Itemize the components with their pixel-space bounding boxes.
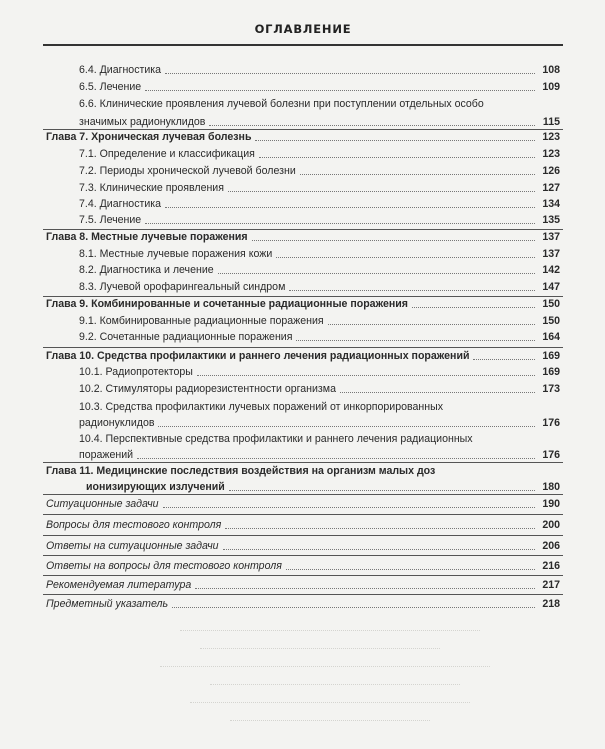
dot-leader (163, 507, 535, 508)
toc-entry-text: 9.1. Комбинированные радиационные поражения (79, 315, 324, 327)
dot-leader (296, 340, 535, 341)
section-divider (43, 514, 563, 515)
dot-leader (197, 375, 535, 376)
section-divider (43, 575, 563, 576)
toc-entry-text: Ситуационные задачи (46, 498, 159, 510)
dot-leader (340, 392, 535, 393)
show-through-line (200, 648, 440, 649)
toc-entry-text-line1: 10.3. Средства профилактики лучевых поражений от инкорпорированных (79, 401, 444, 413)
toc-page-number: 134 (542, 198, 560, 210)
toc-entry-text: значимых радионуклидов (79, 116, 206, 128)
toc-page-number: 142 (542, 264, 560, 276)
toc-entry-7-1[interactable] (79, 147, 560, 161)
toc-page-number: 200 (542, 519, 560, 531)
dot-leader (252, 240, 535, 241)
dot-leader (137, 458, 535, 459)
toc-entry-7-5[interactable] (79, 213, 560, 227)
section-divider (43, 555, 563, 556)
chapter-label: Глава 7. (46, 131, 89, 143)
chapter-title: Средства профилактики и раннего лечения радиационных поражений (97, 350, 470, 362)
toc-page-number: 176 (542, 449, 560, 461)
dot-leader (276, 257, 535, 258)
toc-page-number: 150 (542, 298, 560, 310)
dot-leader (195, 588, 535, 589)
dot-leader (225, 528, 535, 529)
toc-page-number: 147 (542, 281, 560, 293)
toc-entry-text: 10.1. Радиопротекторы (79, 366, 193, 378)
dot-leader (473, 359, 535, 360)
toc-chapter-10[interactable] (46, 349, 560, 363)
toc-entry-text: 6.5. Лечение (79, 81, 142, 93)
toc-entry-text: 8.2. Диагностика и лечение (79, 264, 214, 276)
show-through-line (230, 720, 430, 721)
section-divider (43, 535, 563, 536)
toc-page-number: 150 (542, 315, 560, 327)
toc-entry-text-line1: 10.4. Перспективные средства профилактики и раннего лечения радиационных (79, 433, 473, 445)
toc-entry-text: 10.2. Стимуляторы радиорезистентности организма (79, 383, 336, 395)
toc-entry-text: 7.1. Определение и классификация (79, 148, 255, 160)
toc-page-number: 137 (542, 231, 560, 243)
toc-page-number: 127 (542, 182, 560, 194)
toc-entry-text-line1: 6.6. Клинические проявления лучевой болезни при поступлении отдельных особо (79, 98, 484, 110)
toc-page-number: 216 (542, 560, 560, 572)
toc-entry-7-3[interactable] (79, 181, 560, 195)
toc-page-number: 123 (542, 148, 560, 160)
dot-leader (328, 324, 535, 325)
toc-entry-text: поражений (79, 449, 134, 461)
dot-leader (255, 140, 535, 141)
toc-page-number: 218 (542, 598, 560, 610)
dot-leader (145, 223, 535, 224)
toc-entry-8-2[interactable] (79, 263, 560, 277)
chapter-title: Хроническая лучевая болезнь (91, 131, 252, 143)
chapter-label: Глава 11. (46, 465, 94, 477)
toc-entry-10-1[interactable] (79, 365, 560, 379)
toc-page-number: 176 (542, 417, 560, 429)
toc-entry-7-2[interactable] (79, 164, 560, 178)
toc-entry-6-4[interactable] (79, 63, 560, 77)
show-through-line (210, 684, 460, 685)
chapter-title: Местные лучевые поражения (91, 231, 248, 243)
toc-entry-text: Ответы на ситуационные задачи (46, 540, 219, 552)
dot-leader (289, 290, 535, 291)
toc-page-number: 115 (542, 116, 560, 128)
dot-leader (165, 207, 535, 208)
dot-leader (412, 307, 535, 308)
toc-page-number: 169 (542, 350, 560, 362)
dot-leader (223, 549, 535, 550)
toc-page-number: 137 (542, 248, 560, 260)
toc-page-number: 126 (542, 165, 560, 177)
chapter-title-line1: Медицинские последствия воздействия на организм малых доз (96, 465, 436, 477)
toc-entry-10-2[interactable] (79, 382, 560, 396)
toc-page-number: 169 (542, 366, 560, 378)
chapter-title-line2: ионизирующих излучений (86, 481, 225, 493)
dot-leader (218, 273, 535, 274)
toc-entry-9-1[interactable] (79, 314, 560, 328)
show-through-line (180, 630, 480, 631)
toc-entry-10-4[interactable] (79, 432, 560, 462)
dot-leader (145, 90, 535, 91)
dot-leader (286, 569, 535, 570)
toc-entry-test-questions[interactable] (46, 518, 560, 532)
toc-entry-6-6[interactable] (79, 97, 560, 129)
toc-entry-situational-tasks[interactable] (46, 497, 560, 511)
dot-leader (209, 125, 535, 126)
toc-entry-subject-index[interactable] (46, 597, 560, 611)
dot-leader (158, 426, 535, 427)
toc-entry-10-3[interactable] (79, 400, 560, 430)
dot-leader (172, 607, 535, 608)
toc-page-number: 123 (542, 131, 560, 143)
toc-entry-text: Предметный указатель (46, 598, 169, 610)
toc-page-number: 108 (542, 64, 560, 76)
chapter-label: Глава 8. (46, 231, 89, 243)
chapter-label: Глава 10. (46, 350, 95, 362)
toc-entry-text: 8.1. Местные лучевые поражения кожи (79, 248, 273, 260)
toc-entry-text: 6.4. Диагностика (79, 64, 162, 76)
toc-entry-7-4[interactable] (79, 197, 560, 211)
dot-leader (228, 191, 535, 192)
toc-chapter-7[interactable] (46, 130, 560, 144)
section-divider (43, 594, 563, 595)
page-title: ОГЛАВЛЕНИЕ (43, 22, 563, 46)
toc-entry-9-2[interactable] (79, 330, 560, 344)
section-divider (43, 462, 563, 463)
toc-page-number: 206 (542, 540, 560, 552)
toc-page-number: 173 (542, 383, 560, 395)
section-divider (43, 494, 563, 495)
toc-entry-text: Рекомендуемая литература (46, 579, 192, 591)
toc-entry-test-answers[interactable] (46, 559, 560, 573)
toc-entry-text: 7.5. Лечение (79, 214, 142, 226)
chapter-title: Комбинированные и сочетанные радиационные поражения (91, 298, 408, 310)
show-through-line (160, 666, 490, 667)
dot-leader (229, 490, 535, 491)
toc-entry-8-1[interactable] (79, 247, 560, 261)
toc-page-number: 135 (542, 214, 560, 226)
toc-entry-text: 7.3. Клинические проявления (79, 182, 224, 194)
toc-entry-text: 9.2. Сочетанные радиационные поражения (79, 331, 293, 343)
toc-page-number: 190 (542, 498, 560, 510)
toc-chapter-8[interactable] (46, 230, 560, 244)
toc-entry-text: Вопросы для тестового контроля (46, 519, 222, 531)
toc-entry-text: радионуклидов (79, 417, 155, 429)
toc-page-number: 164 (542, 331, 560, 343)
dot-leader (300, 174, 535, 175)
chapter-label: Глава 9. (46, 298, 89, 310)
dot-leader (259, 157, 535, 158)
toc-entry-text: 8.3. Лучевой орофарингеальный синдром (79, 281, 286, 293)
toc-entry-text: 7.2. Периоды хронической лучевой болезни (79, 165, 296, 177)
section-divider (43, 347, 563, 348)
toc-chapter-11[interactable] (46, 464, 560, 494)
toc-entry-task-answers[interactable] (46, 539, 560, 553)
show-through-line (190, 702, 470, 703)
toc-page-number: 109 (542, 81, 560, 93)
toc-entry-literature[interactable] (46, 578, 560, 592)
toc-page-number: 217 (542, 579, 560, 591)
toc-entry-text: 7.4. Диагностика (79, 198, 162, 210)
toc-entry-6-5[interactable] (79, 80, 560, 94)
toc-page-number: 180 (542, 481, 560, 493)
dot-leader (165, 73, 535, 74)
toc-entry-8-3[interactable] (79, 280, 560, 294)
toc-chapter-9[interactable] (46, 297, 560, 311)
toc-entry-text: Ответы на вопросы для тестового контроля (46, 560, 282, 572)
